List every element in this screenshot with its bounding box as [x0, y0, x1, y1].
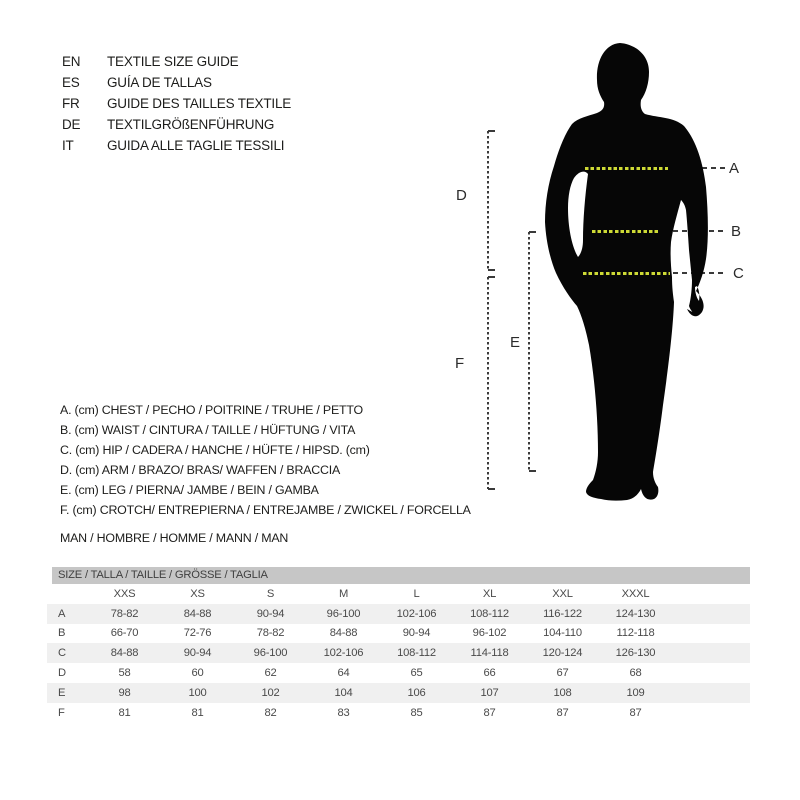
label-hip-C: C: [733, 265, 744, 282]
hip-line-accent: [583, 272, 670, 275]
legend-item: D. (cm) ARM / BRAZO/ BRAS/ WAFFEN / BRACCIA: [60, 463, 341, 477]
size-value-cell: 116-122: [543, 607, 582, 620]
language-title: GUIDE DES TAILLES TEXTILE: [107, 96, 292, 111]
size-table: [47, 584, 750, 723]
size-value-cell: 83: [337, 706, 350, 719]
size-column-header: L: [413, 587, 420, 600]
size-value-cell: 84-88: [110, 647, 139, 660]
size-value-cell: 96-100: [326, 607, 361, 620]
size-value-cell: 65: [410, 667, 423, 680]
size-value-cell: 102-106: [323, 647, 364, 660]
size-value-cell: 108-112: [470, 607, 509, 620]
row-label: A: [58, 607, 66, 620]
size-table-header-band: SIZE / TALLA / TAILLE / GRÖSSE / TAGLIA: [52, 567, 750, 584]
size-column-header: XXS: [113, 587, 136, 600]
man-silhouette: [440, 20, 780, 520]
row-label: B: [58, 627, 66, 640]
label-waist-B: B: [731, 223, 741, 240]
legend-item: C. (cm) HIP / CADERA / HANCHE / HÜFTE / HIPSD. (cm): [60, 443, 370, 457]
label-chest-A: A: [729, 160, 739, 177]
size-column-header: XL: [482, 587, 497, 600]
row-label: E: [58, 686, 66, 699]
size-column-header: S: [266, 587, 275, 600]
language-title: GUÍA DE TALLAS: [107, 75, 212, 90]
size-value-cell: 98: [118, 686, 131, 699]
table-row: [47, 703, 750, 723]
size-value-cell: 114-118: [470, 647, 509, 660]
subject-line: MAN / HOMBRE / HOMME / MANN / MAN: [60, 531, 289, 545]
size-value-cell: 90-94: [402, 627, 431, 640]
legend-item: E. (cm) LEG / PIERNA/ JAMBE / BEIN / GAMBA: [60, 483, 319, 497]
legend-item: B. (cm) WAIST / CINTURA / TAILLE / HÜFTUNG / VITA: [60, 423, 356, 437]
language-title: TEXTILE SIZE GUIDE: [107, 54, 239, 69]
table-row: [47, 663, 750, 683]
size-value-cell: 124-130: [615, 607, 656, 620]
language-code: DE: [62, 117, 81, 132]
size-value-cell: 78-82: [256, 627, 285, 640]
size-value-cell: 100: [188, 686, 207, 699]
size-value-cell: 104-110: [543, 627, 582, 640]
language-code: FR: [62, 96, 80, 111]
size-value-cell: 102: [261, 686, 280, 699]
size-value-cell: 120-124: [542, 647, 583, 660]
row-label: C: [58, 647, 66, 660]
size-column-header: XS: [190, 587, 205, 600]
size-value-cell: 72-76: [183, 627, 212, 640]
size-value-cell: 96-100: [253, 647, 288, 660]
table-row: [47, 604, 750, 624]
size-value-cell: 66: [483, 667, 496, 680]
size-value-cell: 102-106: [396, 607, 437, 620]
label-arm-D: D: [456, 187, 467, 204]
size-value-cell: 112-118: [616, 627, 655, 640]
size-value-cell: 84-88: [329, 627, 358, 640]
row-label: D: [58, 667, 66, 680]
language-title: TEXTILGRÖßENFÜHRUNG: [107, 117, 275, 132]
language-title: GUIDA ALLE TAGLIE TESSILI: [107, 138, 285, 153]
size-column-header: XXL: [552, 587, 573, 600]
row-label: F: [58, 706, 65, 719]
size-value-cell: 108-112: [397, 647, 436, 660]
label-leg-E: E: [510, 334, 520, 351]
measurement-legend: [60, 400, 471, 520]
size-value-cell: 87: [483, 706, 496, 719]
language-code: IT: [62, 138, 74, 153]
size-value-cell: 106: [407, 686, 426, 699]
waist-line-accent: [592, 230, 658, 233]
size-value-cell: 107: [480, 686, 499, 699]
chest-line-accent: [585, 167, 668, 170]
size-value-cell: 58: [118, 667, 131, 680]
size-value-cell: 67: [556, 667, 569, 680]
size-value-cell: 126-130: [615, 647, 656, 660]
table-row: [47, 683, 750, 703]
size-header-row: [47, 584, 750, 604]
size-value-cell: 104: [334, 686, 353, 699]
language-code: ES: [62, 75, 80, 90]
legend-item: A. (cm) CHEST / PECHO / POITRINE / TRUHE / PETTO: [60, 403, 363, 417]
size-value-cell: 84-88: [183, 607, 212, 620]
size-value-cell: 109: [626, 686, 645, 699]
size-value-cell: 90-94: [256, 607, 285, 620]
size-value-cell: 60: [191, 667, 204, 680]
label-crotch-F: F: [455, 355, 464, 372]
size-column-header: XXXL: [621, 587, 650, 600]
size-value-cell: 85: [410, 706, 423, 719]
size-value-cell: 96-102: [472, 627, 507, 640]
size-value-cell: 82: [264, 706, 277, 719]
size-value-cell: 64: [337, 667, 350, 680]
table-row: [47, 624, 750, 644]
size-value-cell: 87: [556, 706, 569, 719]
language-code: EN: [62, 54, 81, 69]
size-value-cell: 66-70: [110, 627, 139, 640]
size-value-cell: 90-94: [183, 647, 212, 660]
size-value-cell: 81: [118, 706, 131, 719]
size-value-cell: 78-82: [110, 607, 139, 620]
size-value-cell: 68: [629, 667, 642, 680]
table-row: [47, 643, 750, 663]
size-column-header: M: [338, 587, 349, 600]
size-value-cell: 108: [553, 686, 572, 699]
legend-item: F. (cm) CROTCH/ ENTREPIERNA / ENTREJAMBE / ZWICKEL / FORCELLA: [60, 503, 471, 517]
size-value-cell: 81: [191, 706, 204, 719]
size-value-cell: 62: [264, 667, 277, 680]
size-value-cell: 87: [629, 706, 642, 719]
